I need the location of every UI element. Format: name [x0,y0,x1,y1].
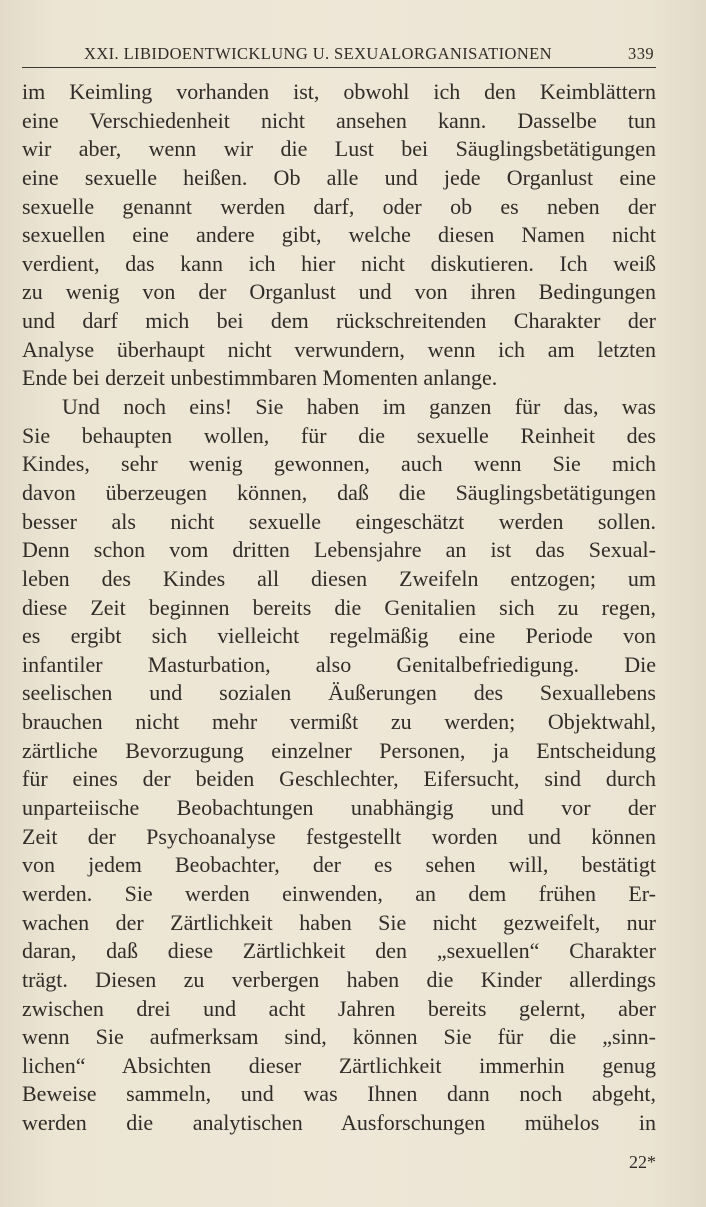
text-line: Kindes, sehr wenig gewonnen, auch wenn Sie mich [22,451,656,477]
text-line: lichen“ Absichten dieser Zärtlichkeit immerhin genug [22,1052,656,1078]
text-line: eine Verschiedenheit nicht ansehen kann. Dasselbe tun [22,107,656,133]
text-line: Ende bei derzeit unbestimmbaren Momenten anlange. [22,365,498,391]
text-line: wenn Sie aufmerksam sind, können Sie für die „sinn- [22,1024,656,1050]
text-line: leben des Kindes all diesen Zweifeln entzogen; um [22,565,656,591]
text-line: und darf mich bei dem rückschreitenden Charakter der [22,308,656,334]
text-line: verdient, das kann ich hier nicht diskutieren. Ich weiß [22,250,656,276]
text-line: eine sexuelle heißen. Ob alle und jede Organlust eine [22,164,656,190]
text-line: Sie behaupten wollen, für die sexuelle Reinheit des [22,422,656,448]
text-line: für eines der beiden Geschlechter, Eifersucht, sind durch [22,766,656,792]
text-line: von jedem Beobachter, der es sehen will, bestätigt [22,852,656,878]
text-line: diese Zeit beginnen bereits die Genitalien sich zu regen, [22,594,656,620]
text-line: werden. Sie werden einwenden, an dem frühen Er- [22,880,656,906]
running-head: XXI. LIBIDOENTWICKLUNG U. SEXUALORGANISATIONEN [84,44,552,63]
text-line: Denn schon vom dritten Lebensjahre an ist das Sexual- [22,537,656,563]
body-text [22,78,656,1138]
text-line: sexuelle genannt werden darf, oder ob es neben der [22,193,656,219]
text-line: im Keimling vorhanden ist, obwohl ich den Keimblättern [22,79,656,104]
text-line: Und noch eins! Sie haben im ganzen für das, was [62,394,656,420]
text-line: daran, daß diese Zärtlichkeit den „sexuellen“ Charakter [22,938,656,964]
text-line: Zeit der Psychoanalyse festgestellt worden und können [22,823,656,849]
header-rule [22,67,656,68]
text-line: seelischen und sozialen Äußerungen des Sexuallebens [22,680,656,706]
signature-mark: 22* [629,1152,656,1172]
text-line: davon überzeugen können, daß die Säuglingsbetätigungen [22,479,656,505]
text-line: wachen der Zärtlichkeit haben Sie nicht gezweifelt, nur [22,909,656,935]
text-line: besser als nicht sexuelle eingeschätzt werden sollen. [22,508,656,534]
text-line: brauchen nicht mehr vermißt zu werden; Objektwahl, [22,709,656,735]
paragraph [22,78,656,393]
text-line: Beweise sammeln, und was Ihnen dann noch abgeht, [22,1081,656,1107]
paragraph [22,393,656,1138]
text-line: zu wenig von der Organlust und von ihren Bedingungen [22,279,656,305]
text-line: Analyse überhaupt nicht verwundern, wenn ich am letzten [22,336,656,362]
text-line: unparteiische Beobachtungen unabhängig und vor der [22,795,656,821]
text-line: es ergibt sich vielleicht regelmäßig eine Periode von [22,623,656,649]
text-line: zärtliche Bevorzugung einzelner Personen, ja Entscheidung [22,737,656,763]
text-line: trägt. Diesen zu verbergen haben die Kinder allerdings [22,966,656,992]
text-line: zwischen drei und acht Jahren bereits gelernt, aber [22,995,656,1021]
text-line: wir aber, wenn wir die Lust bei Säuglingsbetätigungen [22,136,656,162]
text-line: werden die analytischen Ausforschungen mühelos in [22,1110,656,1136]
text-line: infantiler Masturbation, also Genitalbefriedigung. Die [22,651,656,677]
page-number: 339 [628,44,654,63]
text-line: sexuellen eine andere gibt, welche diesen Namen nicht [22,222,656,248]
page-header [22,44,656,68]
